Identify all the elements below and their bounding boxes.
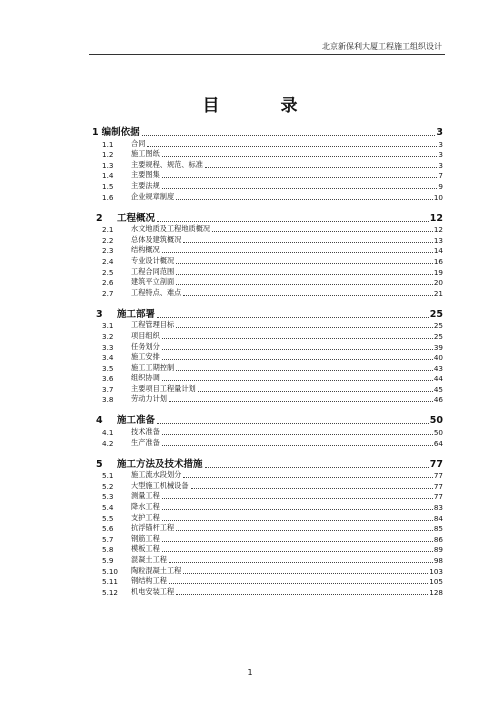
dot-leader (162, 520, 433, 521)
entry-title: 水文地质及工程地质概况 (131, 224, 211, 234)
dot-leader (162, 188, 438, 189)
dot-leader (198, 391, 433, 392)
section-title: 施工方法及技术措施 (117, 458, 203, 470)
entry-page-number: 86 (433, 534, 443, 544)
entry-title: 工程合同范围 (131, 266, 175, 276)
dot-leader (162, 177, 438, 178)
entry-title: 项目组织 (131, 330, 160, 340)
toc-entry-4.2[interactable] (92, 437, 443, 448)
entry-title: 抗浮锚杆工程 (131, 523, 175, 533)
toc-entry-1.6[interactable] (92, 191, 443, 202)
entry-page-number: 14 (433, 246, 443, 256)
entry-number: 1.3 (102, 160, 114, 170)
entry-title: 工程管理目标 (131, 320, 175, 330)
entry-page-number: 103 (429, 566, 443, 576)
dot-leader (147, 146, 437, 147)
dot-leader (157, 221, 429, 222)
section-title: 工程概况 (117, 212, 156, 224)
entry-title: 专业设计概况 (131, 255, 175, 265)
entry-number: 3.4 (102, 353, 114, 363)
dot-leader (169, 583, 428, 584)
dot-leader (176, 370, 433, 371)
dot-leader (183, 573, 428, 574)
toc-entry-2.7[interactable] (92, 287, 443, 298)
entry-page-number: 3 (438, 150, 443, 160)
dot-leader (176, 199, 433, 200)
toc-entry-3.3[interactable] (92, 341, 443, 352)
toc-entry-5.6[interactable] (92, 523, 443, 534)
entry-title: 施工安排 (131, 352, 160, 362)
entry-title: 主要法规 (131, 180, 160, 190)
dot-leader (157, 317, 429, 318)
entry-number: 1.6 (102, 192, 114, 202)
entry-title: 钢结构工程 (131, 576, 167, 586)
entry-number: 5.1 (102, 471, 114, 481)
entry-number: 3.5 (102, 363, 114, 373)
entry-title: 组织协调 (131, 373, 160, 383)
dot-leader (176, 327, 433, 328)
toc-entry-1.2[interactable] (92, 149, 443, 160)
entry-title: 施工图纸 (131, 149, 160, 159)
entry-title: 施工流水段划分 (131, 470, 182, 480)
toc-entry-5.11[interactable] (92, 576, 443, 587)
entry-number: 5.3 (102, 492, 114, 502)
entry-title: 降水工程 (131, 502, 160, 512)
entry-title: 生产准备 (131, 437, 160, 447)
dot-leader (176, 284, 433, 285)
section-page-number: 12 (429, 212, 443, 224)
toc-entry-2.5[interactable] (92, 266, 443, 277)
entry-page-number: 77 (433, 471, 443, 481)
entry-page-number: 98 (433, 556, 443, 565)
entry-number: 3.6 (102, 374, 114, 384)
section-page-number: 77 (429, 458, 443, 470)
entry-number: 5.9 (102, 556, 114, 565)
entry-number: 2.2 (102, 235, 114, 245)
section-number: 3 (96, 308, 103, 320)
dot-leader (183, 295, 433, 296)
dot-leader (162, 445, 433, 446)
entry-page-number: 9 (438, 181, 443, 191)
entry-number: 2.3 (102, 246, 114, 256)
entry-number: 2.7 (102, 288, 114, 298)
entry-page-number: 20 (433, 278, 443, 288)
toc-entry-5.3[interactable] (92, 491, 443, 502)
section-number: 1 (92, 127, 99, 138)
entry-page-number: 40 (433, 353, 443, 363)
dot-leader (212, 231, 433, 232)
entry-number: 2.5 (102, 267, 114, 277)
entry-number: 5.7 (102, 534, 114, 544)
section-title: 施工准备 (117, 415, 156, 427)
section-number: 4 (96, 415, 103, 427)
entry-title: 主要图集 (131, 170, 160, 180)
entry-number: 1.5 (102, 181, 114, 191)
toc-entry-3.5[interactable] (92, 362, 443, 373)
toc-section-4[interactable] (92, 413, 443, 426)
entry-page-number: 89 (433, 545, 443, 555)
entry-page-number: 21 (433, 288, 443, 298)
toc-entry-3.8[interactable] (92, 394, 443, 405)
entry-title: 建筑平立剖面 (131, 277, 175, 287)
entry-page-number: 77 (433, 481, 443, 491)
dot-leader (162, 349, 433, 350)
entry-title: 总体及建筑概况 (131, 234, 182, 244)
toc-entry-2.3[interactable] (92, 245, 443, 256)
toc-entry-4.1[interactable] (92, 426, 443, 437)
toc-entry-5.9[interactable] (92, 554, 443, 565)
entry-number: 5.10 (102, 566, 119, 576)
entry-number: 2.4 (102, 256, 114, 266)
dot-leader (162, 156, 438, 157)
dot-leader (162, 541, 433, 542)
entry-number: 3.8 (102, 395, 114, 405)
toc-entry-3.2[interactable] (92, 330, 443, 341)
entry-page-number: 50 (433, 428, 443, 438)
dot-leader (162, 380, 433, 381)
toc-entry-1.3[interactable] (92, 159, 443, 170)
dot-leader (142, 135, 436, 136)
entry-number: 1.4 (102, 171, 114, 181)
section-title: 施工部署 (117, 308, 156, 320)
section-number: 2 (96, 212, 103, 224)
entry-number: 3.1 (102, 321, 114, 331)
entry-page-number: 19 (433, 267, 443, 277)
entry-number: 4.2 (102, 438, 114, 448)
entry-title: 陶粒混凝土工程 (131, 565, 182, 575)
toc-entry-5.8[interactable] (92, 544, 443, 555)
entry-page-number: 64 (433, 438, 443, 448)
entry-title: 混凝土工程 (131, 555, 167, 564)
toc-section-5[interactable] (92, 457, 443, 470)
entry-number: 1.1 (102, 139, 114, 149)
toc-entry-2.4[interactable] (92, 255, 443, 266)
entry-title: 模板工程 (131, 544, 160, 554)
dot-leader (176, 274, 433, 275)
entry-number: 3.2 (102, 331, 114, 341)
dot-leader (176, 530, 433, 531)
dot-leader (162, 252, 433, 253)
entry-title: 钢筋工程 (131, 533, 160, 543)
entry-page-number: 105 (429, 577, 443, 587)
entry-page-number: 44 (433, 374, 443, 384)
entry-page-number: 12 (433, 225, 443, 235)
entry-title: 技术准备 (131, 427, 160, 437)
toc-entry-2.2[interactable] (92, 234, 443, 245)
entry-page-number: 7 (438, 171, 443, 181)
entry-page-number: 84 (433, 513, 443, 523)
entry-page-number: 85 (433, 524, 443, 534)
entry-page-number: 46 (433, 395, 443, 405)
dot-leader (162, 509, 433, 510)
toc-entry-5.1[interactable] (92, 470, 443, 481)
dot-leader (162, 551, 433, 552)
section-title: 编制依据 (101, 127, 140, 138)
entry-page-number: 10 (433, 192, 443, 202)
page-number: 1 (247, 668, 253, 677)
entry-number: 5.4 (102, 503, 114, 513)
toc-entry-5.5[interactable] (92, 512, 443, 523)
dot-leader (176, 594, 428, 595)
entry-page-number: 3 (438, 139, 443, 149)
entry-title: 机电安装工程 (131, 586, 175, 596)
entry-page-number: 43 (433, 363, 443, 373)
dot-leader (183, 242, 433, 243)
dot-leader (176, 263, 433, 264)
toc-entry-5.2[interactable] (92, 480, 443, 491)
toc-title: 目 录 (202, 96, 320, 116)
entry-page-number: 13 (433, 235, 443, 245)
header-rule (89, 54, 445, 55)
entry-title: 合同 (131, 138, 146, 148)
toc-entry-5.12[interactable] (92, 586, 443, 597)
entry-title: 施工工期控制 (131, 362, 175, 372)
dot-leader (205, 467, 429, 468)
entry-number: 4.1 (102, 428, 114, 438)
entry-page-number: 128 (429, 587, 443, 597)
toc-section-2[interactable] (92, 211, 443, 224)
toc-entry-1.5[interactable] (92, 180, 443, 191)
entry-number: 5.11 (102, 577, 119, 587)
entry-number: 5.8 (102, 545, 114, 555)
dot-leader (162, 498, 433, 499)
entry-title: 企业规章制度 (131, 191, 175, 201)
entry-number: 1.2 (102, 150, 114, 160)
entry-number: 5.2 (102, 481, 114, 491)
entry-title: 测量工程 (131, 491, 160, 501)
entry-number: 5.12 (102, 587, 119, 597)
toc-section-1[interactable] (92, 125, 443, 138)
toc-entry-1.1[interactable] (92, 138, 443, 149)
entry-page-number: 83 (433, 503, 443, 513)
dot-leader (162, 338, 433, 339)
running-header: 北京新保利大厦工程施工组织设计 (322, 42, 442, 51)
entry-title: 主要规程、规范、标准 (131, 159, 203, 169)
dot-leader (183, 477, 433, 478)
dot-leader (162, 434, 433, 435)
entry-page-number: 39 (433, 342, 443, 352)
entry-page-number: 77 (433, 492, 443, 502)
dot-leader (169, 401, 433, 402)
toc-section-3[interactable] (92, 307, 443, 320)
toc-entry-3.1[interactable] (92, 320, 443, 331)
entry-number: 5.6 (102, 524, 114, 534)
section-page-number: 3 (436, 127, 443, 138)
toc-entry-1.4[interactable] (92, 170, 443, 181)
toc-entry-3.4[interactable] (92, 352, 443, 363)
entry-title: 结构概况 (131, 245, 160, 255)
dot-leader (157, 423, 429, 424)
section-page-number: 50 (429, 415, 443, 427)
toc-entry-5.7[interactable] (92, 533, 443, 544)
toc-entry-2.6[interactable] (92, 277, 443, 288)
entry-title: 支护工程 (131, 512, 160, 522)
entry-page-number: 16 (433, 256, 443, 266)
section-page-number: 25 (429, 308, 443, 320)
toc-entry-3.7[interactable] (92, 383, 443, 394)
dot-leader (205, 167, 438, 168)
toc-entry-5.4[interactable] (92, 501, 443, 512)
section-number: 5 (96, 458, 103, 470)
table-of-contents (92, 125, 443, 597)
entry-number: 3.3 (102, 342, 114, 352)
entry-number: 2.1 (102, 225, 114, 235)
entry-title: 工程特点、难点 (131, 287, 182, 297)
toc-entry-5.10[interactable] (92, 565, 443, 576)
entry-number: 2.6 (102, 278, 114, 288)
entry-number: 3.7 (102, 384, 114, 394)
entry-title: 劳动力计划 (131, 394, 167, 404)
dot-leader (169, 562, 433, 563)
dot-leader (191, 488, 433, 489)
toc-entry-3.6[interactable] (92, 373, 443, 384)
entry-page-number: 25 (433, 331, 443, 341)
entry-title: 任务划分 (131, 341, 160, 351)
toc-entry-2.1[interactable] (92, 224, 443, 235)
entry-number: 5.5 (102, 513, 114, 523)
entry-page-number: 25 (433, 321, 443, 331)
entry-title: 主要项目工程量计划 (131, 383, 196, 393)
entry-title: 大型施工机械设备 (131, 480, 189, 490)
entry-page-number: 45 (433, 384, 443, 394)
entry-page-number: 3 (438, 160, 443, 170)
dot-leader (162, 359, 433, 360)
